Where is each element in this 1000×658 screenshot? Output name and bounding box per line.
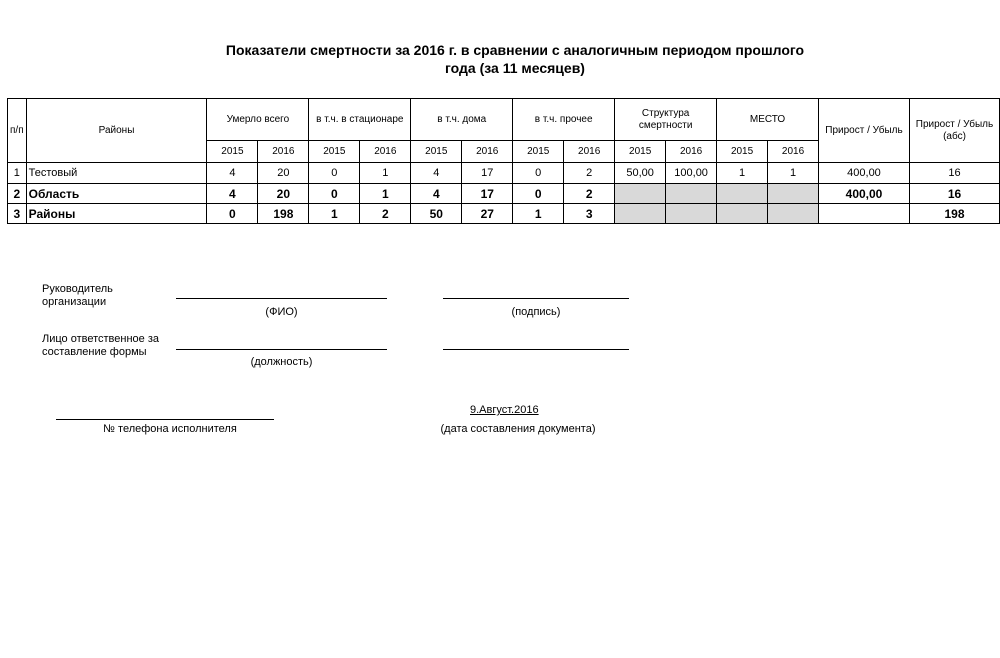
- cell-hosp-2015: 1: [309, 204, 360, 224]
- row-name: Тестовый: [26, 163, 207, 184]
- cell-place-2015: [717, 204, 768, 224]
- year-2016: 2016: [258, 141, 309, 163]
- year-2016: 2016: [768, 141, 819, 163]
- mortality-table: [7, 98, 1000, 224]
- cell-died-2016: 198: [258, 204, 309, 224]
- cell-growth-abs: 16: [909, 163, 999, 184]
- row-num: 2: [8, 184, 27, 204]
- cell-growth-abs: 16: [909, 184, 999, 204]
- cell-hosp-2015: 0: [309, 184, 360, 204]
- year-2016: 2016: [666, 141, 717, 163]
- phone-line: [56, 419, 274, 420]
- header-other: в т.ч. прочее: [513, 99, 615, 141]
- signature-line: [443, 298, 629, 299]
- header-growth: Прирост / Убыль: [819, 99, 910, 163]
- header-row: [8, 99, 1000, 141]
- cell-place-2016: 1: [768, 163, 819, 184]
- cell-died-2015: 4: [207, 184, 258, 204]
- cell-place-2016: [768, 184, 819, 204]
- head-label-line-2: организации: [42, 296, 107, 308]
- cell-died-2015: 4: [207, 163, 258, 184]
- year-2015: 2015: [309, 141, 360, 163]
- table-row: [8, 204, 1000, 224]
- report-title: [150, 41, 880, 77]
- header-home: в т.ч. дома: [411, 99, 513, 141]
- fio-caption: (ФИО): [265, 306, 298, 318]
- cell-growth: [819, 204, 910, 224]
- cell-struct-2015: 50,00: [615, 163, 666, 184]
- cell-home-2016: 17: [462, 163, 513, 184]
- head-label: [42, 283, 113, 309]
- cell-home-2015: 50: [411, 204, 462, 224]
- header-hospital: в т.ч. в стационаре: [309, 99, 411, 141]
- cell-struct-2015: [615, 204, 666, 224]
- document-date: 9.Август.2016: [470, 404, 539, 416]
- position-line: [176, 349, 387, 350]
- cell-home-2016: 17: [462, 184, 513, 204]
- cell-growth: 400,00: [819, 163, 910, 184]
- year-2015: 2015: [207, 141, 258, 163]
- year-2015: 2015: [615, 141, 666, 163]
- table-row: [8, 163, 1000, 184]
- cell-died-2016: 20: [258, 184, 309, 204]
- head-label-line-1: Руководитель: [42, 283, 113, 295]
- cell-hosp-2016: 1: [360, 163, 411, 184]
- header-pp: п/п: [8, 99, 27, 163]
- cell-struct-2016: [666, 184, 717, 204]
- fio-line: [176, 298, 387, 299]
- header-died-total: Умерло всего: [207, 99, 309, 141]
- responsible-label: [42, 333, 159, 359]
- row-name: Область: [26, 184, 207, 204]
- report-title-line-2: года (за 11 месяцев): [445, 60, 585, 76]
- phone-caption: № телефона исполнителя: [103, 423, 237, 435]
- cell-struct-2016: [666, 204, 717, 224]
- signature-caption: (подпись): [511, 306, 561, 318]
- header-growth-abs: Прирост / Убыль (абс): [909, 99, 999, 163]
- cell-struct-2015: [615, 184, 666, 204]
- row-num: 1: [8, 163, 27, 184]
- cell-other-2016: 2: [564, 163, 615, 184]
- header-structure: Структура смертности: [615, 99, 717, 141]
- cell-struct-2016: 100,00: [666, 163, 717, 184]
- cell-home-2015: 4: [411, 184, 462, 204]
- cell-place-2015: [717, 184, 768, 204]
- responsible-label-line-2: составление формы: [42, 346, 147, 358]
- cell-growth: 400,00: [819, 184, 910, 204]
- document-date-caption: (дата составления документа): [440, 423, 596, 435]
- header-district: Районы: [26, 99, 207, 163]
- responsible-signature-line: [443, 349, 629, 350]
- year-2015: 2015: [411, 141, 462, 163]
- cell-other-2016: 2: [564, 184, 615, 204]
- cell-died-2016: 20: [258, 163, 309, 184]
- year-2016: 2016: [462, 141, 513, 163]
- cell-hosp-2016: 2: [360, 204, 411, 224]
- cell-other-2015: 0: [513, 184, 564, 204]
- report-title-line-1: Показатели смертности за 2016 г. в сравнении с аналогичным периодом прошлого: [225, 42, 805, 58]
- cell-growth-abs: 198: [909, 204, 999, 224]
- cell-place-2015: 1: [717, 163, 768, 184]
- position-caption: (должность): [250, 356, 313, 368]
- cell-home-2016: 27: [462, 204, 513, 224]
- cell-place-2016: [768, 204, 819, 224]
- responsible-label-line-1: Лицо ответственное за: [42, 333, 159, 345]
- header-place: МЕСТО: [717, 99, 819, 141]
- cell-other-2015: 0: [513, 163, 564, 184]
- cell-other-2015: 1: [513, 204, 564, 224]
- cell-home-2015: 4: [411, 163, 462, 184]
- cell-hosp-2015: 0: [309, 163, 360, 184]
- year-2015: 2015: [513, 141, 564, 163]
- table-row: [8, 184, 1000, 204]
- cell-hosp-2016: 1: [360, 184, 411, 204]
- cell-other-2016: 3: [564, 204, 615, 224]
- cell-died-2015: 0: [207, 204, 258, 224]
- row-name: Районы: [26, 204, 207, 224]
- row-num: 3: [8, 204, 27, 224]
- year-2016: 2016: [564, 141, 615, 163]
- year-2016: 2016: [360, 141, 411, 163]
- year-2015: 2015: [717, 141, 768, 163]
